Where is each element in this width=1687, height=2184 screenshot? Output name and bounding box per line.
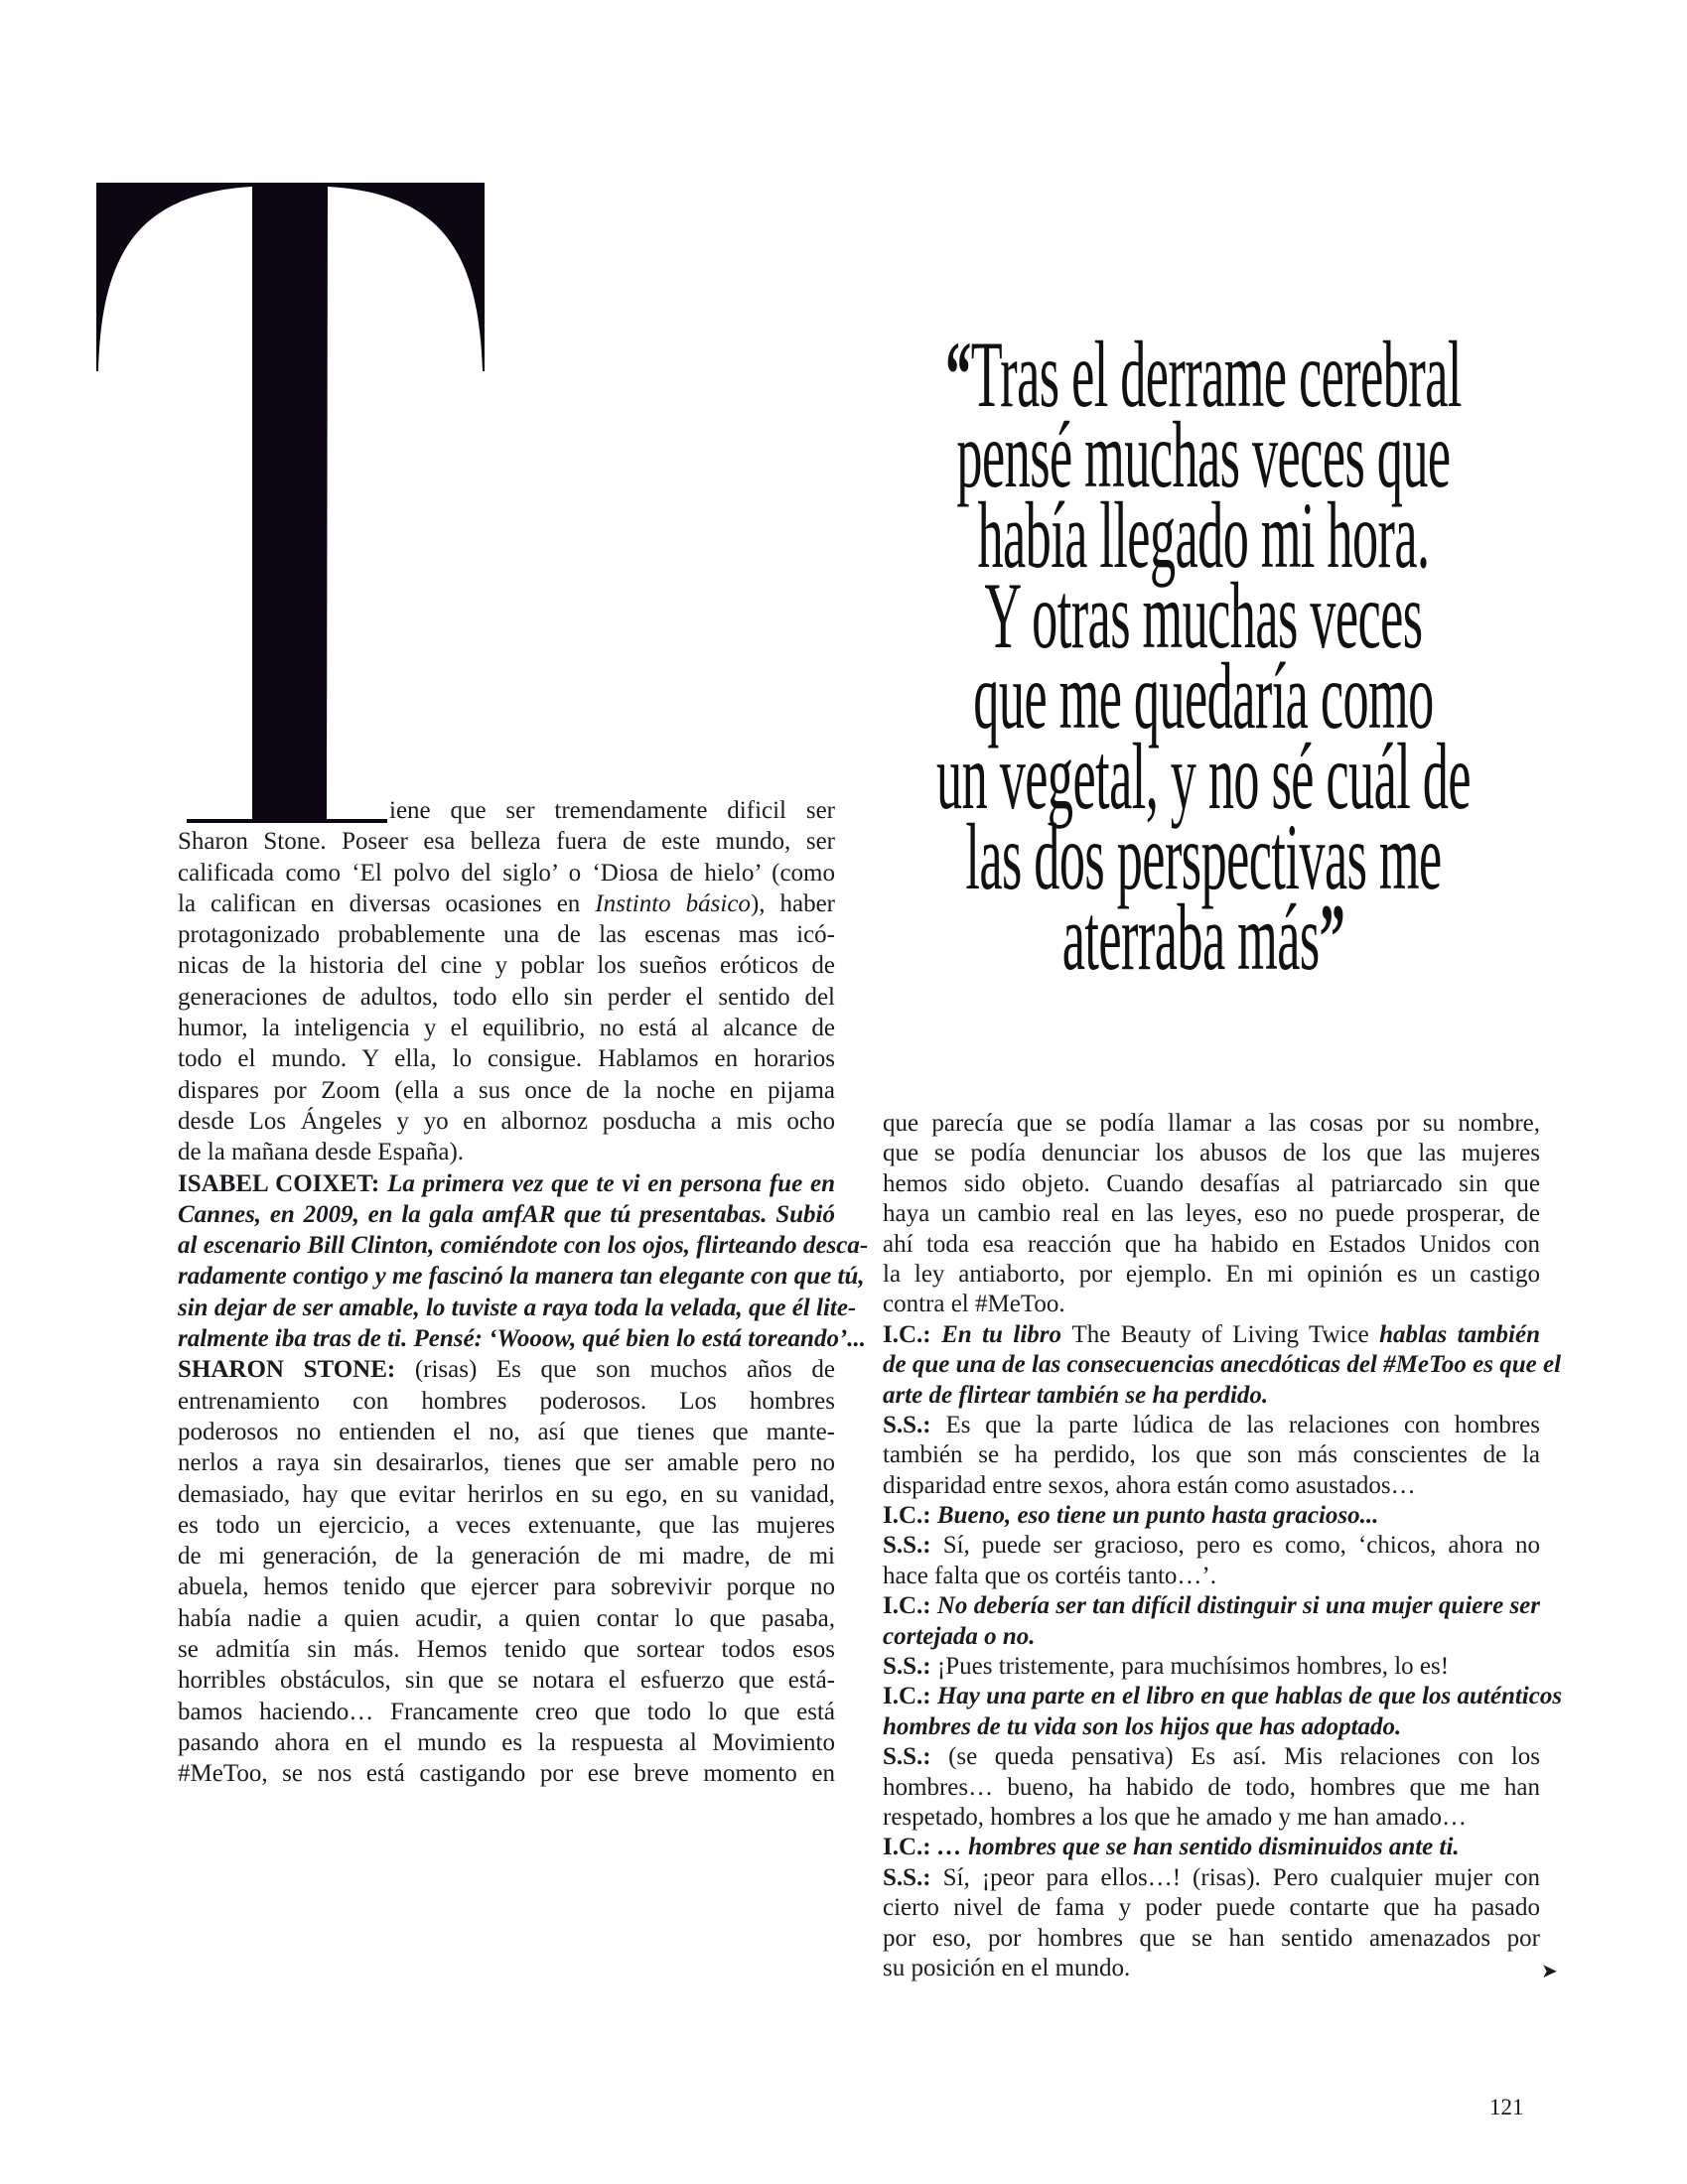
text-line [883,1893,1540,1923]
text-segment: de que una de las consecuencias anecdóticas del #MeToo es que el [883,1351,1562,1379]
text-line [178,1323,867,1354]
text-line [883,1803,1540,1833]
text-line [178,1168,835,1199]
text-line [178,826,835,857]
text-segment: ralmente iba tras de ti. Pensé: ‘Wooow, qué bien lo está toreando’... [178,1325,867,1353]
text-segment: calificada como ‘El polvo del siglo’ o ‘Diosa de hielo’ (como [178,859,835,887]
text-segment: Es que la parte lúdica de las relaciones con hombres [945,1411,1540,1438]
text-segment: (se queda pensativa) Es así. Mis relaciones con los [948,1743,1540,1771]
text-segment: Sí, puede ser gracioso, pero es como, ‘chicos, ahora no [942,1532,1540,1560]
text-segment: Bueno, eso tiene un punto hasta gracioso... [936,1502,1379,1530]
text-line [883,1712,1540,1742]
text-segment: protagonizado probablemente una de las escenas mas icó- [178,921,835,949]
text-segment: pasando ahora en el mundo es la respuesta al Movimiento [178,1728,835,1756]
text-segment: la ley antiaborto, por ejemplo. En mi opinión es un castigo [883,1260,1540,1288]
text-segment: poderosos no entienden el no, así que tienes que mante- [178,1418,835,1445]
text-line [178,1386,835,1417]
speaker-label: SHARON STONE: [178,1356,415,1384]
text-segment: Cannes, en 2009, en la gala amfAR que tú presentabas. Subió [178,1200,835,1228]
text-line [883,1381,1540,1411]
text-segment: generaciones de adultos, todo ello sin perder el sentido del [178,983,835,1011]
speaker-label: S.S.: [883,1743,949,1771]
pull-quote-line [876,885,1531,990]
text-line [883,1562,1540,1591]
text-segment: también se ha perdido, los que son más conscientes de la [883,1441,1540,1469]
text-line [178,1137,835,1167]
text-segment: dispares por Zoom (ella a sus once de la noche en pijama [178,1076,835,1104]
speaker-label: S.S.: [883,1411,946,1438]
text-segment: arte de flirtear también se ha perdido. [883,1381,1269,1409]
text-line [883,1924,1540,1954]
text-line [883,1471,1540,1501]
text-line [178,919,835,950]
text-segment: respetado, hombres a los que he amado y me han amado… [883,1803,1468,1831]
text-line [178,1417,835,1447]
left-column-body [178,795,869,1790]
text-segment: Sí, ¡peor para ellos…! (risas). Pero cualquier mujer con [942,1863,1540,1891]
page-number: 121 [1489,2095,1524,2119]
text-line [178,795,835,826]
text-line [178,1541,835,1571]
text-segment: En tu libro [941,1320,1072,1348]
pull-quote-text: Tras el derrame cerebral [970,322,1462,427]
text-line [883,1833,1540,1862]
text-line [883,1622,1540,1652]
pull-quote-text: Y otras muchas veces [984,563,1423,668]
text-segment: al escenario Bill Clinton, comiéndote con los ojos, flirteando desca- [178,1232,869,1260]
text-segment: La primera vez que te vi en persona fue en [387,1169,836,1197]
text-segment: nicas de la historia del cine y poblar los sueños eróticos de [178,952,835,980]
text-line [178,1106,835,1137]
text-line [883,1350,1562,1380]
text-segment: ahí toda esa reacción que ha habido en Estados Unidos con [883,1230,1540,1258]
text-line [883,1411,1540,1440]
text-line [178,1293,857,1323]
text-line [178,1665,835,1696]
text-segment: hombres… bueno, ha habido de todo, hombres que me han [883,1773,1540,1801]
text-segment: Sharon Stone. Poseer esa belleza fuera de este mundo, ser [178,828,835,856]
text-segment: había nadie a quien acudir, a quien contar lo que pasaba, [178,1604,835,1632]
right-column-body [883,1109,1563,1983]
close-quote-mark: ” [1319,885,1345,990]
text-line [178,1697,835,1727]
text-line [178,1354,835,1385]
text-segment: ), haber [750,889,836,917]
pull-quote [876,322,1531,990]
text-segment: por eso, por hombres que se han sentido amenazados por [883,1924,1540,1952]
text-line [883,1742,1540,1772]
text-line [883,1682,1563,1711]
text-segment: su posición en el mundo. [883,1954,1131,1981]
pull-quote-text: un vegetal, y no sé cuál de [936,724,1471,829]
text-line [178,1199,835,1230]
pull-quote-text: había llegado mi hora. [977,482,1430,588]
text-line [883,1863,1540,1893]
speaker-label: I.C.: [883,1834,937,1861]
text-segment: hace falta que os cortéis tanto…’. [883,1562,1216,1589]
text-segment: hombres de tu vida son los hijos que has adoptado. [883,1712,1402,1740]
speaker-label: S.S.: [883,1532,943,1560]
text-segment: se admitía sin más. Hemos tenido que sortear todos esos [178,1636,835,1664]
text-line [883,1440,1540,1470]
pull-quote-text: pensé muchas veces que [956,402,1451,507]
text-segment: sin dejar de ser amable, lo tuviste a raya toda la velada, que él lite- [178,1294,857,1321]
text-line [883,1109,1540,1139]
text-line [178,1571,835,1602]
text-segment: bamos haciendo… Francamente creo que todo lo que está [178,1698,835,1725]
text-line [883,1290,1540,1319]
text-line [178,1479,835,1510]
text-segment: No debería ser tan difícil distinguir si una mujer quiere ser [936,1592,1540,1620]
speaker-label: ISABEL COIXET: [178,1169,388,1197]
text-segment: humor, la inteligencia y el equilibrio, no está al alcance de [178,1015,835,1042]
text-line [178,858,835,888]
text-segment: cierto nivel de fama y poder puede contarte que ha pasado [883,1894,1540,1922]
text-segment: … hombres que se han sentido disminuidos ante ti. [936,1834,1460,1861]
text-segment: horribles obstáculos, sin que se notara el esfuerzo que está- [178,1667,835,1695]
speaker-label: I.C.: [883,1502,937,1530]
text-line [883,1169,1540,1199]
pull-quote-text: las dos perspectivas me [965,804,1442,909]
text-segment: entrenamiento con hombres poderosos. Los hombres [178,1387,835,1415]
text-segment: hablas también [1368,1320,1540,1348]
text-segment: desde Los Ángeles y yo en albornoz posducha a mis ocho [178,1107,835,1135]
text-line [883,1139,1540,1168]
text-line [883,1501,1540,1531]
text-line [178,1013,835,1043]
speaker-label: S.S.: [883,1653,937,1681]
text-line [178,1758,835,1789]
text-segment: de la mañana desde España). [178,1139,465,1166]
text-segment: iene que ser tremendamente dificil ser [389,797,835,824]
text-segment: demasiado, hay que evitar herirlos en su ego, en su vanidad, [178,1480,835,1508]
text-segment: hemos sido objeto. Cuando desafías al patriarcado sin que [883,1169,1540,1197]
text-segment: la califican en diversas ocasiones en [178,889,596,917]
text-segment: que se podía denunciar los abusos de los que las mujeres [883,1140,1540,1167]
text-line [883,1531,1540,1561]
text-segment: (risas) Es que son muchos años de [414,1356,835,1384]
text-line [883,1652,1540,1682]
text-line [883,1591,1540,1621]
text-line [178,888,835,919]
arrow-right-icon: ➤ [1541,1961,1558,1982]
text-line [178,1043,835,1074]
text-line [883,1260,1540,1290]
text-line [178,1603,835,1634]
speaker-label: I.C.: [883,1320,942,1348]
text-line [883,1199,1540,1229]
text-segment: contra el #MeToo. [883,1291,1065,1318]
text-segment: ¡Pues tristemente, para muchísimos hombres, lo es! [936,1653,1450,1681]
pull-quote-text: aterraba más [1061,885,1320,990]
pull-quote-text: que me quedaría como [973,643,1434,749]
open-quote-mark: “ [945,322,971,427]
speaker-label: I.C.: [883,1592,937,1620]
text-segment: nerlos a raya sin desairarlos, tienes que ser amable pero no [178,1449,835,1477]
text-segment: Instinto básico [595,889,751,917]
text-segment: es todo un ejercicio, a veces extenuante, que las mujeres [178,1511,835,1539]
text-segment: cortejada o no. [883,1622,1036,1650]
text-line [883,1954,1540,1983]
text-line [883,1773,1540,1803]
text-line [178,950,835,981]
drop-cap-t [0,0,496,834]
text-line [178,1634,835,1665]
speaker-label: I.C.: [883,1683,937,1710]
speaker-label: S.S.: [883,1863,943,1891]
text-line [178,1510,835,1541]
text-segment: haya un cambio real en las leyes, eso no puede prosperar, de [883,1200,1540,1228]
text-line [178,1075,835,1106]
text-segment: radamente contigo y me fascinó la manera tan elegante con que tú, [178,1263,865,1291]
text-line [178,1261,865,1292]
text-line [178,1230,869,1261]
text-line [178,1447,835,1478]
text-line [883,1230,1540,1260]
text-segment: The Beauty of Living Twice [1071,1320,1369,1348]
text-segment: disparidad entre sexos, ahora están como asustados… [883,1471,1416,1499]
text-segment: abuela, hemos tenido que ejercer para sobrevivir porque no [178,1573,835,1601]
text-line [178,982,835,1013]
text-line [883,1320,1540,1350]
text-segment: de mi generación, de la generación de mi madre, de mi [178,1543,835,1570]
text-segment: #MeToo, se nos está castigando por ese breve momento en [178,1760,835,1788]
text-segment: que parecía que se podía llamar a las cosas por su nombre, [883,1110,1540,1137]
text-segment: Hay una parte en el libro en que hablas de que los auténticos [936,1683,1563,1710]
text-segment: todo el mundo. Y ella, lo consigue. Hablamos en horarios [178,1045,835,1073]
text-line [178,1727,835,1758]
